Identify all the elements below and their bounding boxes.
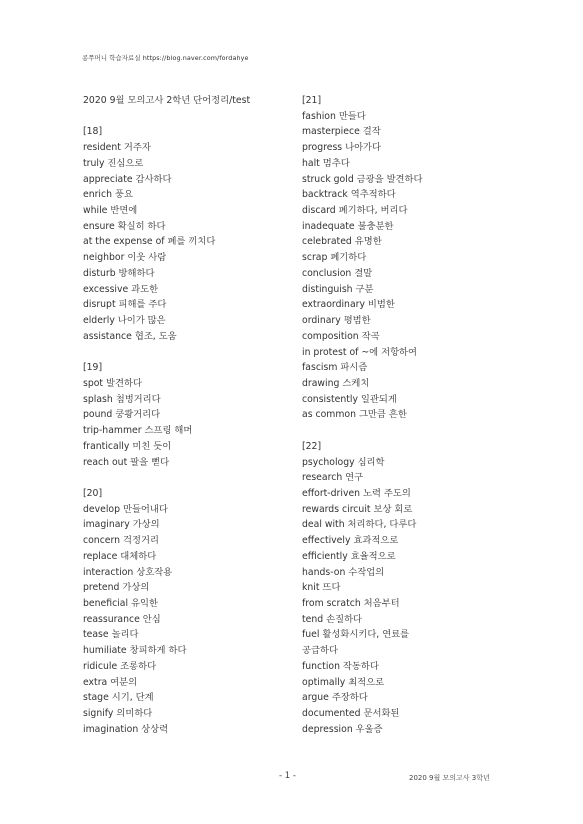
vocab-entry: disturb 방해하다 bbox=[83, 267, 155, 279]
footer-label: 2020 9월 모의고사 3학년 bbox=[409, 774, 490, 782]
vocab-entry: drawing 스케치 bbox=[302, 377, 370, 389]
section-spacer bbox=[83, 470, 303, 486]
section-heading: [18] bbox=[83, 126, 103, 138]
vocab-entry: 공급하다 bbox=[302, 645, 338, 657]
vocab-entry: imaginary 가상의 bbox=[83, 519, 160, 531]
section-spacer bbox=[302, 423, 522, 439]
vocab-entry: stage 시기, 단계 bbox=[83, 692, 154, 704]
section-heading: [20] bbox=[83, 487, 103, 499]
vocab-entry: ordinary 평범한 bbox=[302, 315, 371, 327]
vocab-entry: struck gold 금광을 발견하다 bbox=[302, 173, 423, 185]
page-number: - 1 - bbox=[279, 771, 296, 781]
vocab-entry: fascism 파시즘 bbox=[302, 362, 368, 374]
section-heading: [19] bbox=[83, 362, 103, 374]
vocab-entry: interaction 상호작용 bbox=[83, 566, 173, 578]
vocab-entry: conclusion 결말 bbox=[302, 267, 373, 279]
vocab-entry: discard 폐기하다, 버리다 bbox=[302, 205, 408, 217]
vocab-entry: humiliate 창피하게 하다 bbox=[83, 645, 187, 657]
vocab-entry: excessive 과도한 bbox=[83, 283, 159, 295]
section-heading: [22] bbox=[302, 440, 322, 452]
vocab-entry: optimally 최적으로 bbox=[302, 676, 385, 688]
vocab-entry: inadequate 불충분한 bbox=[302, 220, 394, 232]
vocab-entry: research 연구 bbox=[302, 472, 364, 484]
vocab-entry: while 반면에 bbox=[83, 205, 138, 217]
vocab-entry: celebrated 유명한 bbox=[302, 236, 382, 248]
vocab-entry: pound 쿵쾅거리다 bbox=[83, 409, 161, 421]
section-spacer bbox=[83, 345, 303, 361]
vocab-entry: backtrack 역추적하다 bbox=[302, 189, 396, 201]
vocab-entry: beneficial 유익한 bbox=[83, 598, 158, 609]
vocab-entry: as common 그만큼 흔한 bbox=[302, 409, 407, 421]
vocab-entry: effort-driven 노력 주도의 bbox=[302, 487, 411, 499]
vocab-entry: enrich 풍요 bbox=[83, 189, 133, 201]
vocab-entry: spot 발견하다 bbox=[83, 377, 142, 389]
vocab-entry: efficiently 효율적으로 bbox=[302, 550, 396, 562]
vocab-entry: frantically 미친 듯이 bbox=[83, 440, 172, 452]
vocab-entry: elderly 나이가 많은 bbox=[83, 315, 166, 327]
vocab-entry: fashion 만들다 bbox=[302, 110, 366, 122]
vocab-entry: assistance 협조, 도움 bbox=[83, 330, 177, 342]
document-title: 2020 9월 모의고사 2학년 단어정리/test bbox=[83, 95, 251, 106]
section-heading: [21] bbox=[302, 95, 322, 106]
spacer bbox=[83, 109, 303, 125]
vocab-entry: scrap 폐기하다 bbox=[302, 252, 367, 264]
vocab-entry: at the expense of 폐를 끼치다 bbox=[83, 236, 216, 248]
vocab-entry: function 작동하다 bbox=[302, 660, 379, 672]
vocab-entry: consistently 일관되게 bbox=[302, 393, 397, 405]
vocab-entry: disrupt 피해를 주다 bbox=[83, 299, 167, 311]
vocab-entry: extraordinary 비범한 bbox=[302, 299, 395, 311]
vocab-entry: composition 작곡 bbox=[302, 330, 380, 342]
vocab-entry: deal with 처리하다, 다루다 bbox=[302, 519, 417, 531]
left-sections bbox=[83, 124, 303, 737]
vocab-entry: argue 주장하다 bbox=[302, 692, 368, 704]
vocab-entry: pretend 가상의 bbox=[83, 582, 150, 594]
vocab-entry: effectively 효과적으로 bbox=[302, 535, 399, 547]
vocab-entry: reach out 팔을 뻗다 bbox=[83, 456, 170, 468]
vocab-entry: rewards circuit 보상 회로 bbox=[302, 503, 413, 515]
vocab-entry: extra 여분의 bbox=[83, 676, 138, 688]
vocab-entry: neighbor 이웃 사람 bbox=[83, 252, 167, 264]
vocab-entry: distinguish 구분 bbox=[302, 283, 374, 295]
vocab-entry: concern 걱정거리 bbox=[83, 535, 159, 547]
vocab-entry: reassurance 안심 bbox=[83, 613, 161, 625]
vocab-entry: from scratch 처음부터 bbox=[302, 598, 400, 609]
page-header: 콩쭈머니 학습자료실 https://blog.naver.com/fordahye bbox=[82, 54, 249, 62]
vocab-entry: signify 의미하다 bbox=[83, 708, 153, 720]
vocab-entry: hands-on 수작업의 bbox=[302, 566, 385, 578]
vocab-entry: ridicule 조롱하다 bbox=[83, 660, 157, 672]
vocab-entry: trip-hammer 스프링 해머 bbox=[83, 425, 193, 437]
vocab-entry: truly 진심으로 bbox=[83, 157, 144, 169]
vocab-entry: progress 나아가다 bbox=[302, 142, 382, 154]
vocab-entry: knit 뜨다 bbox=[302, 582, 341, 594]
vocab-entry: appreciate 감사하다 bbox=[83, 173, 172, 185]
vocab-entry: masterpiece 걸작 bbox=[302, 126, 381, 138]
vocab-entry: depression 우울증 bbox=[302, 723, 383, 735]
vocab-entry: halt 멈추다 bbox=[302, 157, 350, 169]
vocab-entry: psychology 심리학 bbox=[302, 456, 385, 468]
vocab-entry: ensure 확실히 하다 bbox=[83, 220, 166, 232]
vocab-entry: documented 문서화된 bbox=[302, 708, 400, 720]
vocab-entry: in protest of ~에 저항하여 bbox=[302, 346, 418, 358]
vocab-entry: fuel 활성화시키다, 연료를 bbox=[302, 629, 410, 641]
vocab-entry: develop 만들어내다 bbox=[83, 503, 168, 515]
vocab-entry: splash 첨벙거리다 bbox=[83, 393, 161, 405]
vocab-entry: tend 손질하다 bbox=[302, 613, 363, 625]
vocab-entry: tease 놀리다 bbox=[83, 629, 139, 641]
vocab-entry: imagination 상상력 bbox=[83, 723, 169, 735]
vocab-entry: replace 대체하다 bbox=[83, 550, 157, 562]
left-column bbox=[83, 93, 303, 737]
right-sections bbox=[302, 93, 522, 737]
vocab-entry: resident 거주자 bbox=[83, 142, 151, 154]
right-column bbox=[302, 93, 522, 737]
